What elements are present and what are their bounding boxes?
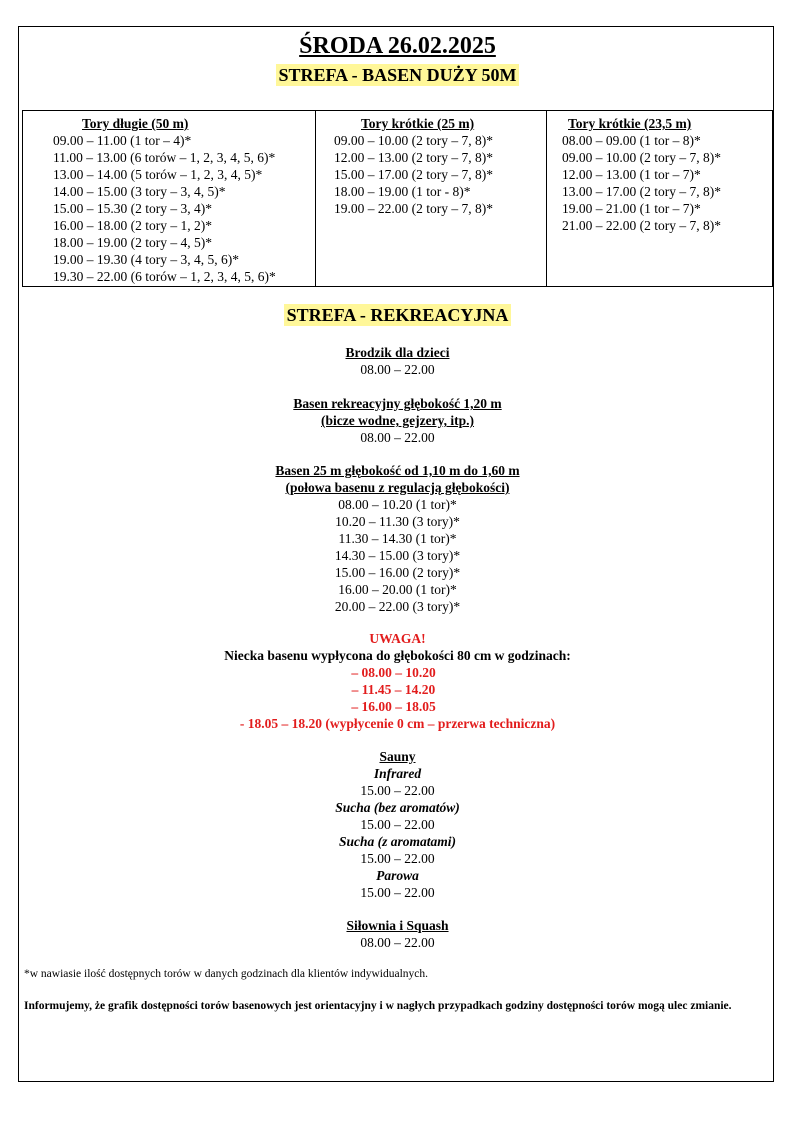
warning-label: UWAGA! [369, 631, 426, 646]
saunas-title: Sauny [379, 749, 416, 764]
pool25-note: (połowa basenu z regulacją głębokości) [285, 480, 510, 495]
pool25-row: 15.00 – 16.00 (2 tory)* [334, 565, 461, 580]
kids-pool-hours: 08.00 – 22.00 [360, 362, 435, 377]
lanes-heading-long: Tory długie (50 m) [82, 116, 189, 131]
pool25-name: Basen 25 m głębokość od 1,10 m do 1,60 m [275, 463, 520, 478]
pool25-row: 16.00 – 20.00 (1 tor)* [338, 582, 457, 597]
gym-section [0, 917, 795, 951]
page-title: ŚRODA 26.02.2025 [299, 33, 496, 59]
pool25-section [0, 462, 795, 615]
sauna-hours: 15.00 – 22.00 [360, 851, 435, 866]
sauna-name: Sucha (bez aromatów) [335, 800, 460, 815]
lane-row: 16.00 – 18.00 (2 tory – 1, 2)* [53, 218, 212, 233]
lane-row: 18.00 – 19.00 (2 tory – 4, 5)* [53, 235, 212, 250]
lane-row: 19.30 – 22.00 (6 torów – 1, 2, 3, 4, 5, 6)* [53, 269, 276, 284]
sauna-hours: 15.00 – 22.00 [360, 783, 435, 798]
lane-row: 14.00 – 15.00 (3 tory – 3, 4, 5)* [53, 184, 226, 199]
lanes-table [22, 110, 773, 287]
saunas-section [0, 748, 795, 901]
lane-row: 13.00 – 14.00 (5 torów – 1, 2, 3, 4, 5)* [53, 167, 263, 182]
sauna-hours: 15.00 – 22.00 [360, 817, 435, 832]
zone-title-big-pool-text: STREFA - BASEN DUŻY 50M [278, 65, 517, 85]
lane-row: 15.00 – 15.30 (2 tory – 3, 4)* [53, 201, 212, 216]
rec-pool-note: (bicze wodne, gejzery, itp.) [321, 413, 474, 428]
kids-pool-name: Brodzik dla dzieci [345, 345, 450, 360]
sauna-hours: 15.00 – 22.00 [360, 885, 435, 900]
gym-name: Siłownia i Squash [346, 918, 449, 933]
sauna-name: Infrared [373, 766, 422, 781]
sauna-name: Sucha (z aromatami) [338, 834, 457, 849]
zone-title-recreation-text: STREFA - REKREACYJNA [284, 304, 512, 326]
lane-row: 12.00 – 13.00 (2 tory – 7, 8)* [334, 150, 493, 165]
lane-row: 15.00 – 17.00 (2 tory – 7, 8)* [334, 167, 493, 182]
lanes-column-short-25 [316, 111, 547, 286]
lane-row: 08.00 – 09.00 (1 tor – 8)* [562, 133, 701, 148]
lane-row: 09.00 – 10.00 (2 tory – 7, 8)* [334, 133, 493, 148]
warning-row: – 11.45 – 14.20 [351, 682, 436, 697]
pool25-row: 20.00 – 22.00 (3 tory)* [334, 599, 461, 614]
pool25-row: 14.30 – 15.00 (3 tory)* [334, 548, 461, 563]
lane-row: 19.00 – 21.00 (1 tor – 7)* [562, 201, 701, 216]
lane-row: 21.00 – 22.00 (2 tory – 7, 8)* [562, 218, 721, 233]
warning-text: Niecka basenu wypłycona do głębokości 80 cm w godzinach: [224, 648, 571, 663]
warning-row: – 16.00 – 18.05 [351, 699, 436, 714]
zone-title-recreation [0, 302, 795, 330]
warning-last-row: - 18.05 – 18.20 (wypłycenie 0 cm – przerwa techniczna) [239, 716, 556, 731]
lanes-heading-short-25: Tory krótkie (25 m) [361, 116, 475, 131]
rec-pool-name: Basen rekreacyjny głębokość 1,20 m [293, 396, 502, 411]
lane-row: 19.00 – 19.30 (4 tory – 3, 4, 5, 6)* [53, 252, 239, 267]
lanes-column-long [23, 111, 316, 286]
lane-row: 18.00 – 19.00 (1 tor - 8)* [334, 184, 471, 199]
lane-row: 09.00 – 10.00 (2 tory – 7, 8)* [562, 150, 721, 165]
gym-hours: 08.00 – 22.00 [360, 935, 435, 950]
lane-row: 12.00 – 13.00 (1 tor – 7)* [562, 167, 701, 182]
rec-pool-hours: 08.00 – 22.00 [360, 430, 435, 445]
rec-pool-section [0, 395, 795, 446]
lane-row: 19.00 – 22.00 (2 tory – 7, 8)* [334, 201, 493, 216]
warning-section [0, 630, 795, 732]
warning-row: – 08.00 – 10.20 [351, 665, 436, 680]
info-note: Informujemy, że grafik dostępności torów basenowych jest orientacyjny i w nagłych przypadkach godziny dostępności torów mogą ulec zmianie. [24, 1000, 732, 1012]
pool25-row: 11.30 – 14.30 (1 tor)* [338, 531, 457, 546]
kids-pool-section [0, 344, 795, 378]
zone-title-big-pool [0, 62, 795, 90]
sauna-name: Parowa [376, 868, 419, 883]
lane-row: 11.00 – 13.00 (6 torów – 1, 2, 3, 4, 5, 6)* [53, 150, 276, 165]
lanes-heading-short-23-5: Tory krótkie (23,5 m) [568, 116, 692, 131]
pool25-row: 08.00 – 10.20 (1 tor)* [338, 497, 457, 512]
footnote: *w nawiasie ilość dostępnych torów w danych godzinach dla klientów indywidualnych. [24, 968, 429, 980]
lane-row: 09.00 – 11.00 (1 tor – 4)* [53, 133, 192, 148]
lanes-column-short-23-5 [547, 111, 772, 286]
lane-row: 13.00 – 17.00 (2 tory – 7, 8)* [562, 184, 721, 199]
pool25-row: 10.20 – 11.30 (3 tory)* [335, 514, 460, 529]
